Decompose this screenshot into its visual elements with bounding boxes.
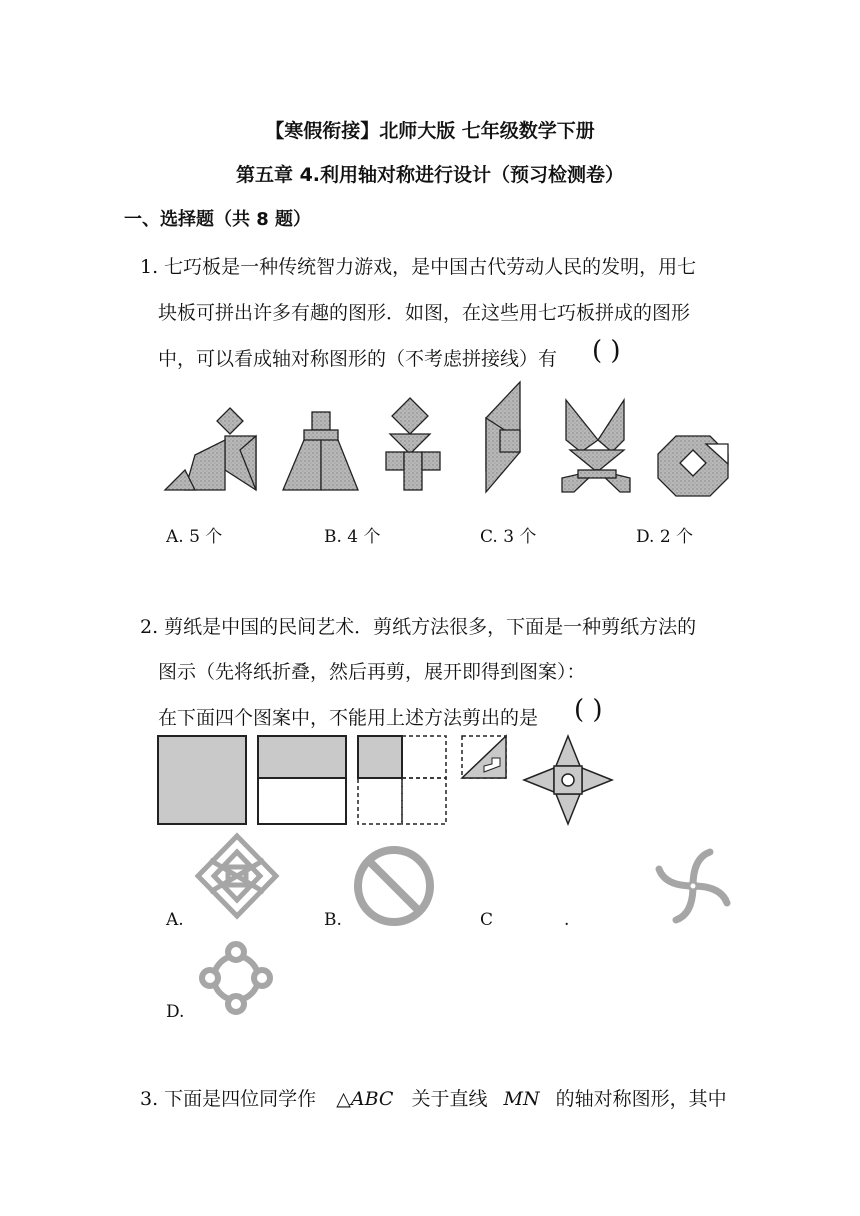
q2-option-c-label[interactable]: C [480,910,494,930]
q3-suffix: 的轴对称图形，其中 [555,1088,727,1110]
q1-option-a[interactable]: A. 5 个 [166,527,223,547]
q3-prefix: 3. 下面是四位同学作 [140,1088,317,1110]
q1-option-b[interactable]: B. 4 个 [324,527,381,547]
q2-line-1: 2. 剪纸是中国的民间艺术．剪纸方法很多，下面是一种剪纸方法的 [140,616,697,638]
q3-mn: MN [503,1088,540,1110]
q1-option-c[interactable]: C. 3 个 [480,527,537,547]
q2-line-2: 图示（先将纸折叠，然后再剪，展开即得到图案）： [158,661,586,683]
q1-line-2: 块板可拼出许多有趣的图形．如图，在这些用七巧板拼成的图形 [158,302,691,324]
q3-line-1 [140,1084,727,1111]
q1-answer-paren: ( ) [592,336,621,366]
section-heading: 一、选择题（共 8 题） [124,209,312,230]
doc-subtitle: 第五章 4.利用轴对称进行设计（预习检测卷） [235,164,625,186]
q1-option-d[interactable]: D. 2 个 [636,527,694,547]
q2-option-d-label[interactable]: D. [166,1002,185,1022]
q2-answer-paren: ( ) [574,695,603,725]
q3-triangle-symbol: △ [336,1088,351,1110]
q3-mid: 关于直线 [411,1088,488,1110]
q2-option-c-dot: . [564,910,570,930]
q1-line-3: 中，可以看成轴对称图形的（不考虑拼接线）有 [158,348,558,370]
q2-option-a-label[interactable]: A. [166,910,184,930]
q1-line-1: 1. 七巧板是一种传统智力游戏，是中国古代劳动人民的发明，用七 [140,256,697,278]
doc-title: 【寒假衔接】北师大版 七年级数学下册 [265,120,595,142]
q2-option-b-label[interactable]: B. [324,910,342,930]
q2-line-3: 在下面四个图案中，不能用上述方法剪出的是 [158,707,539,729]
q3-abc: ABC [350,1088,394,1110]
